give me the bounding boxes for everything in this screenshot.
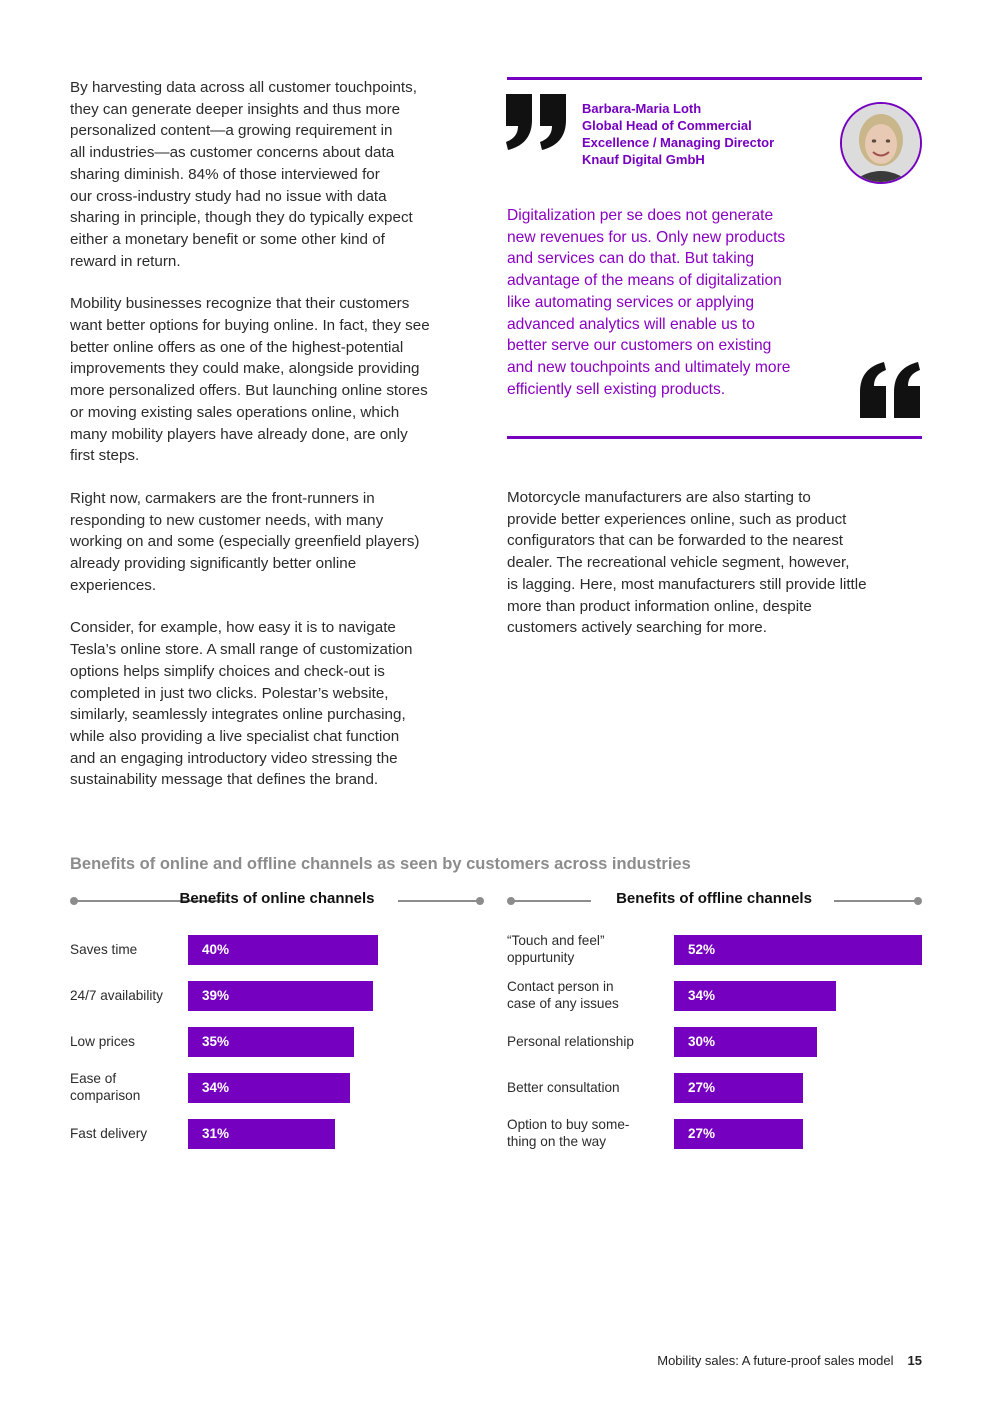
speaker-name: Barbara-Maria Loth [582,101,702,116]
bar-category-label: “Touch and feel” oppurtunity [507,933,605,965]
bar-row [507,1073,927,1103]
bar-value-label: 27% [688,1126,716,1141]
bar-value-label: 31% [202,1126,230,1141]
heading-dot [914,897,922,905]
bar-value-label: 39% [202,988,230,1003]
bar-row [70,1119,490,1149]
heading-line [511,900,591,902]
bar-category-label: Low prices [70,1034,135,1049]
offline-heading: Benefits of offline channels [616,890,812,907]
bar [674,981,836,1011]
bar [188,935,378,965]
bar-category-label: Contact person in case of any issues [507,979,619,1011]
bar-row [507,1119,927,1149]
quote-bottom-rule [507,436,922,439]
bar-category-label: Fast delivery [70,1126,148,1141]
bar-value-label: 52% [688,942,716,957]
bar [188,981,373,1011]
online-heading: Benefits of online channels [179,890,375,907]
body-paragraph: Mobility businesses recognize that their customers want better options for buying online. In fact, they see better online offers as one of the highest-potential improvements they could make, alongside providing more personalized offers. But launching online stores or moving existing sales operations online, which many mobility players have already done, are only first steps. [70,295,430,465]
bar-category-label: 24/7 availability [70,988,163,1003]
speaker-company: Knauf Digital GmbH [582,152,705,167]
bar-row [507,981,927,1011]
bar-row [70,1073,490,1103]
bar [674,1073,803,1103]
bar-value-label: 34% [688,988,716,1003]
quote-top-rule [507,77,922,80]
left-column [70,77,480,812]
portrait-image [842,104,920,182]
bar-value-label: 40% [202,942,230,957]
bar-category-label: Better consultation [507,1080,620,1095]
bar-value-label: 35% [202,1034,230,1049]
chart-title: Benefits of online and offline channels as seen by customers across industries [70,855,691,873]
bar [674,935,922,965]
body-paragraph: Right now, carmakers are the front-runners in responding to new customer needs, with many working on and some (especially greenfield players) already providing significantly better online experiences. [70,489,420,594]
offline-panel-heading [507,890,922,912]
heading-line [398,900,480,902]
footer-title: Mobility sales: A future-proof sales model [657,1353,894,1368]
speaker-title: Global Head of Commercial [582,118,752,133]
bar-value-label: 34% [202,1080,230,1095]
page-footer [657,1353,922,1368]
bar-category-label: Option to buy some- thing on the way [507,1117,630,1149]
body-paragraph: By harvesting data across all customer touchpoints, they can generate deeper insights and thus more personalized content—a growing requirement in all industries—as customer concerns about data sharing diminish. 84% of those interviewed for our cross-industry study had no issue with data sharing in principle, though they do typically expect either a monetary benefit or some other kind of reward in return. [70,79,417,270]
bar [188,1073,350,1103]
bar-row [70,1027,490,1057]
bar-row [507,935,927,965]
heading-dot [476,897,484,905]
body-paragraph: Consider, for example, how easy it is to navigate Tesla’s online store. A small range of customization options helps simplify choices and check-out is completed in just two clicks. Polestar’s website, similarly, seamlessly integrates online purchasing, while also providing a live specialist chat function and an engaging introductory video stressing the sustainability message that defines the brand. [70,619,413,789]
bar-category-label: Saves time [70,942,138,957]
right-column [507,487,927,660]
bar-value-label: 30% [688,1034,716,1049]
open-quote-icon [504,94,568,150]
bar-row [70,981,490,1011]
quote-speaker [582,100,832,168]
page-number: 15 [907,1353,922,1368]
bar-value-label: 27% [688,1080,716,1095]
bar-category-label: Personal relationship [507,1034,634,1049]
bar [674,1119,803,1149]
bar [188,1119,335,1149]
speaker-title: Excellence / Managing Director [582,135,775,150]
bar-category-label: Ease of comparison [70,1071,141,1103]
bar-row [507,1027,927,1057]
close-quote-icon [858,362,922,418]
bar-row [70,935,490,965]
avatar [840,102,922,184]
online-panel-heading [70,890,484,912]
quote-text: Digitalization per se does not generate new revenues for us. Only new products and services can do that. But taking advantage of the means of digitalization like automating services or applying advanced analytics will enable us to better serve our customers on existing and new touchpoints and ultimately more efficiently sell existing products. [507,207,791,398]
bar [188,1027,354,1057]
body-paragraph: Motorcycle manufacturers are also starting to provide better experiences online, such as product configurators that can be forwarded to the nearest dealer. The recreational vehicle segment, however, is lagging. Here, most manufacturers still provide little more than product information online, despite customers actively searching for more. [507,489,867,637]
heading-line [834,900,918,902]
bar [674,1027,817,1057]
